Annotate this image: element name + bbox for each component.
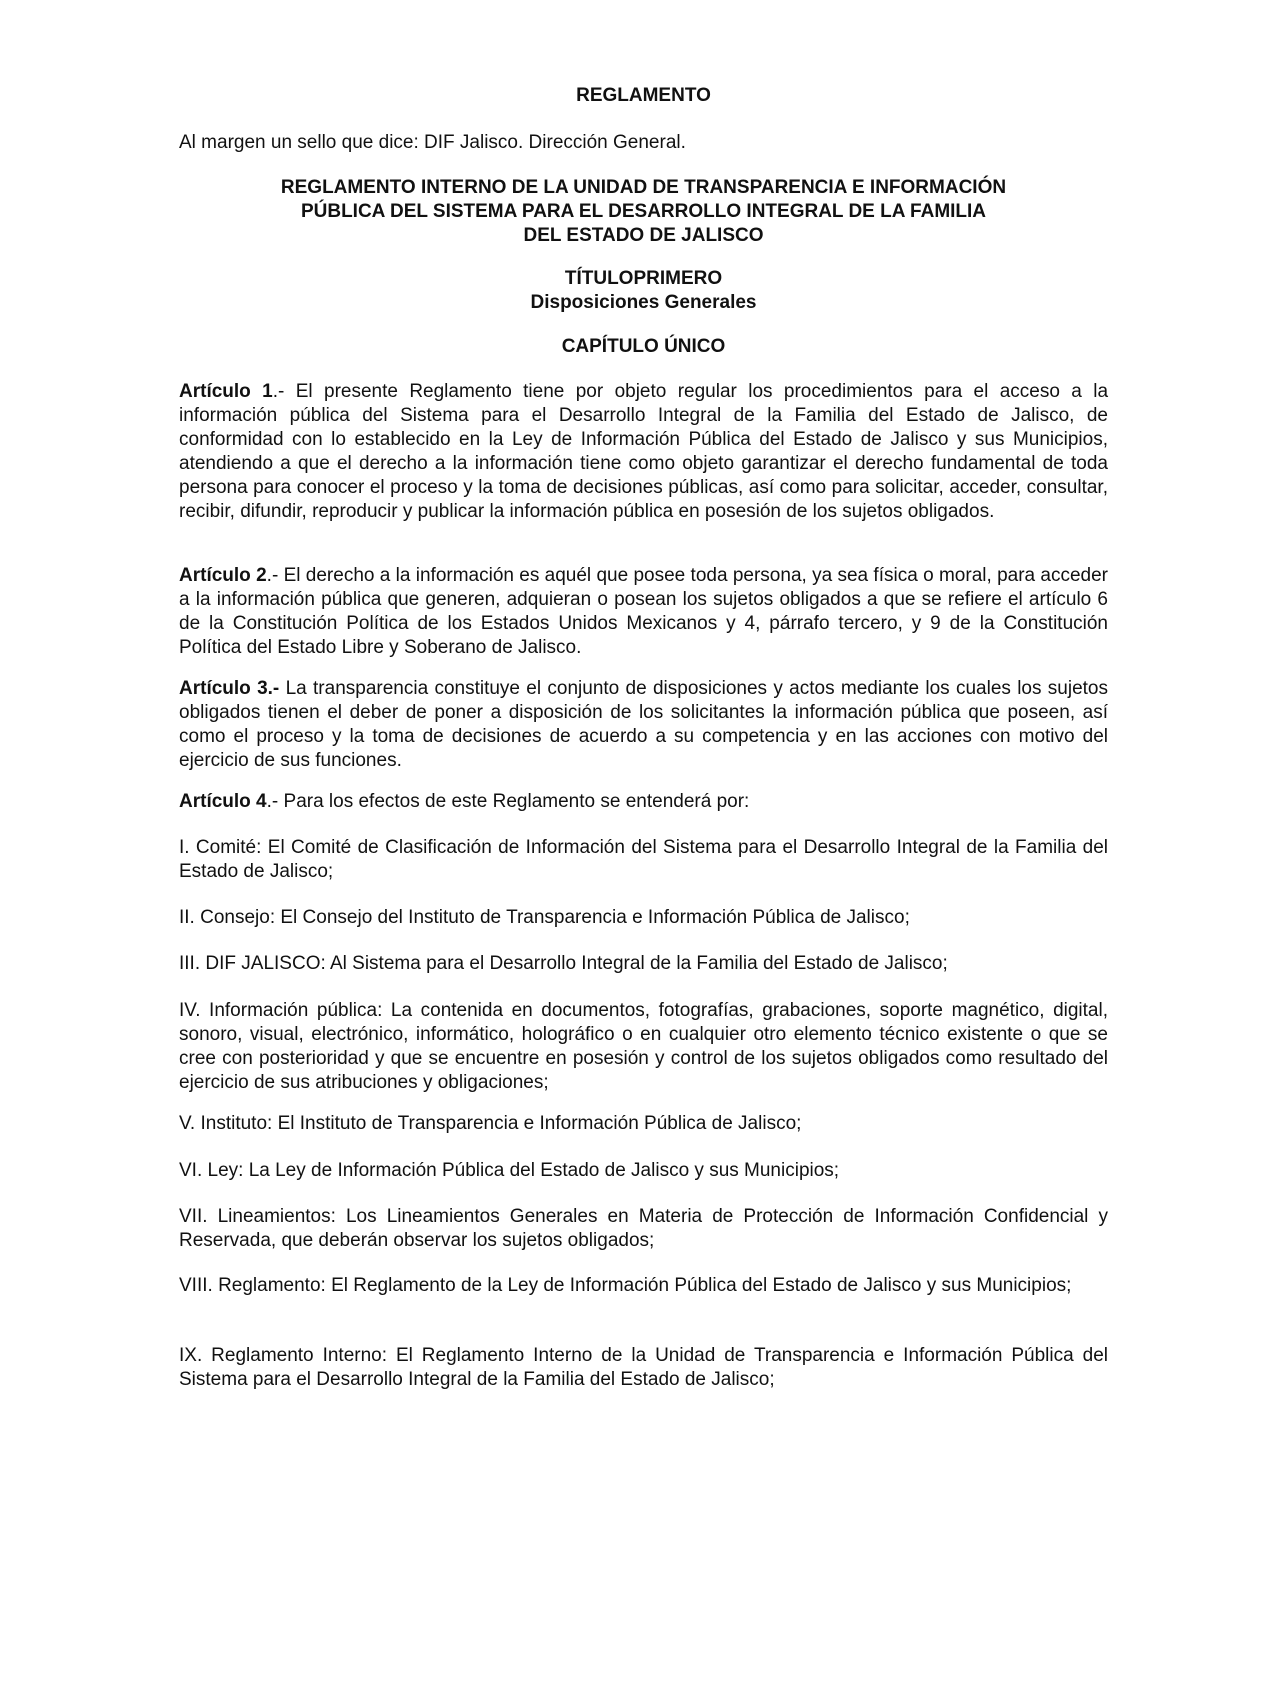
definition-item: VII. Lineamientos: Los Lineamientos Generales en Materia de Protección de Información Confidencial y Reservada, que deberán observar los sujetos obligados;: [179, 1206, 1108, 1251]
article-separator: .-: [266, 565, 284, 586]
main-title-line: REGLAMENTO INTERNO DE LA UNIDAD DE TRANSPARENCIA E INFORMACIÓN: [280, 177, 1007, 198]
definition-item: I. Comité: El Comité de Clasificación de Información del Sistema para el Desarrollo Integral de la Familia del Estado de Jalisco;: [179, 837, 1108, 882]
article-label: Artículo 3.-: [179, 678, 280, 699]
article-text: La transparencia constituye el conjunto de disposiciones y actos mediante los cuales los sujetos obligados tienen el deber de poner a disposición de los solicitantes la información pública que poseen, así como el proceso y la toma de decisiones de acuerdo a su competencia y en las acciones con motivo del ejercicio de sus funciones.: [179, 678, 1108, 771]
article-label: Artículo 2: [179, 565, 267, 586]
article-separator: .-: [266, 791, 284, 812]
article-text: El derecho a la información es aquél que posee toda persona, ya sea física o moral, para acceder a la información pública que generen, adquieran o posean los sujetos obligados a que se refiere el artículo 6 de la Constitución Política de los Estados Unidos Mexicanos y 4, párrafo tercero, y 9 de la Constitución Política del Estado Libre y Soberano de Jalisco.: [179, 565, 1109, 658]
main-title: [179, 176, 1108, 248]
article-text: Para los efectos de este Reglamento se entenderá por:: [283, 791, 750, 812]
definition-item: V. Instituto: El Instituto de Transparencia e Información Pública de Jalisco;: [179, 1113, 802, 1134]
article-3: [179, 677, 1108, 773]
definition-item: VIII. Reglamento: El Reglamento de la Ley de Información Pública del Estado de Jalisco y sus Municipios;: [179, 1275, 1072, 1296]
main-title-line: DEL ESTADO DE JALISCO: [523, 225, 764, 246]
definition-item: IV. Información pública: La contenida en documentos, fotografías, grabaciones, soporte magnético, digital, sonoro, visual, electrónico, informático, holográfico o en cualquier otro elemento técnico existente o que se cree con posterioridad y que se encuentre en posesión y control de los sujetos obligados como resultado del ejercicio de sus atribuciones y obligaciones;: [179, 1000, 1108, 1093]
title-block: [179, 267, 1108, 315]
definition-item: VI. Ley: La Ley de Información Pública del Estado de Jalisco y sus Municipios;: [179, 1160, 840, 1181]
article-text: El presente Reglamento tiene por objeto regular los procedimientos para el acceso a la información pública del Sistema para el Desarrollo Integral de la Familia del Estado de Jalisco, de conformidad con lo establecido en la Ley de Información Pública del Estado de Jalisco y sus Municipios, atendiendo a que el derecho a la información tiene como objeto garantizar el derecho fundamental de toda persona para conocer el proceso y la toma de decisiones públicas, así como para solicitar, acceder, consultar, recibir, difundir, reproducir y publicar la información pública en posesión de los sujetos obligados.: [179, 381, 1109, 522]
definition-item: IX. Reglamento Interno: El Reglamento Interno de la Unidad de Transparencia e Información Pública del Sistema para el Desarrollo Integral de la Familia del Estado de Jalisco;: [179, 1345, 1108, 1390]
title-name: Disposiciones Generales: [530, 292, 757, 313]
article-4: [179, 790, 1108, 814]
stamp-note: Al margen un sello que dice: DIF Jalisco. Dirección General.: [179, 132, 686, 153]
chapter-heading: CAPÍTULO ÚNICO: [561, 336, 726, 357]
article-separator: .-: [272, 381, 296, 402]
definition-item: II. Consejo: El Consejo del Instituto de Transparencia e Información Pública de Jalisco;: [179, 907, 910, 928]
article-label: Artículo 1: [179, 381, 273, 402]
top-heading: REGLAMENTO: [576, 85, 711, 106]
article-label: Artículo 4: [179, 791, 267, 812]
article-2: [179, 564, 1108, 660]
title-number: TÍTULOPRIMERO: [564, 268, 723, 289]
main-title-line: PÚBLICA DEL SISTEMA PARA EL DESARROLLO INTEGRAL DE LA FAMILIA: [300, 201, 987, 222]
definition-item: III. DIF JALISCO: Al Sistema para el Desarrollo Integral de la Familia del Estado de Jalisco;: [179, 953, 948, 974]
article-1: [179, 380, 1108, 524]
